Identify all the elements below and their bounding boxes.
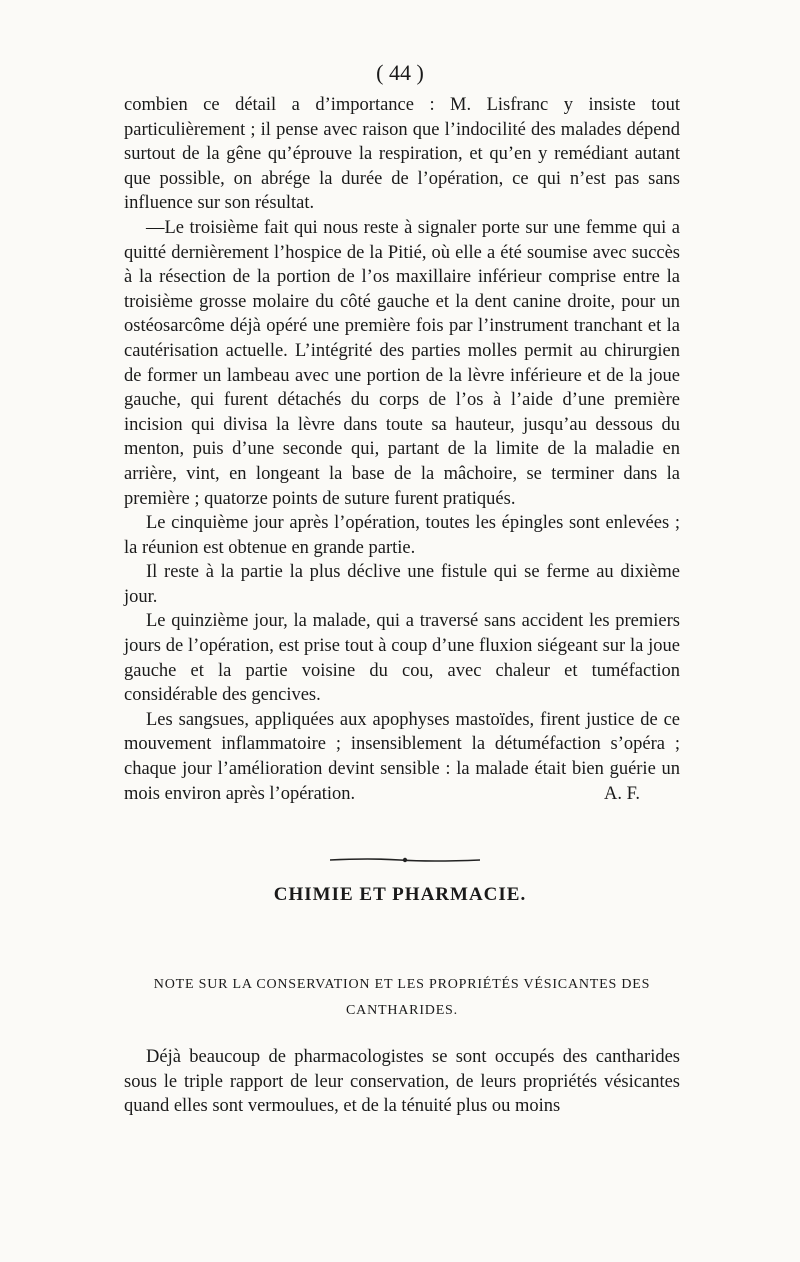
- note-title: NOTE SUR LA CONSERVATION ET LES PROPRIÉTÉS VÉSICANTES DES CANTHARIDES.: [153, 977, 651, 1018]
- paragraph: Le quinzième jour, la malade, qui a traversé sans accident les premiers jours de l’opération, est prise tout à coup d’une fluxion siégeant sur la joue gauche et la partie voisine du cou, avec chaleur et tuméfaction considérable des gencives.: [124, 611, 680, 706]
- section-title: CHIMIE ET PHARMACIE.: [273, 884, 527, 905]
- paragraph-with-signature: [124, 708, 680, 806]
- paragraph: —Le troisième fait qui nous reste à signaler porte sur une femme qui a quitté dernièrement l’hospice de la Pitié, où elle a été soumise avec succès à la résection de la portion de l’os maxillaire inférieur comprise entre la troisième grosse molaire du côté gauche et la dent canine droite, pour un ostéosarcôme déjà opéré une première fois par l’instrument tranchant et la cautérisation actuelle. L’intégrité des parties molles permit au chirurgien de former un lambeau avec une portion de la lèvre inférieure et de la joue gauche, qui furent détachés du corps de l’os à l’aide d’une première incision qui divisa la lèvre dans toute sa hauteur, jusqu’au dessous du menton, puis d’une seconde qui, partant de la limite de la maladie en arrière, vint, en longeant la base de la mâchoire, se terminer dans la première ; quatorze points de suture furent pratiqués.: [124, 217, 680, 509]
- page-number: ( 44 ): [376, 60, 424, 85]
- paragraph: Il reste à la partie la plus déclive une fistule qui se ferme au dixième jour.: [124, 562, 680, 607]
- paragraph-text: Les sangsues, appliquées aux apophyses mastoïdes, firent justice de ce mouvement inflammatoire ; insensiblement la détuméfaction s’opéra ; chaque jour l’amélioration devint sensible : la malade était bien guérie un mois environ après l’opération.: [124, 709, 680, 804]
- paragraph: Le cinquième jour après l’opération, toutes les épingles sont enlevées ; la réunion est obtenue en grande partie.: [124, 513, 680, 558]
- ornamental-rule: [330, 855, 480, 865]
- paragraph: combien ce détail a d’importance : M. Lisfranc y insiste tout particulièrement ; il pense avec raison que l’indocilité des malades dépend surtout de la gêne qu’éprouve la respiration, et qu’en y remédiant autant que possible, on abrége la durée de l’opération, ce qui n’est pas sans influence sur son résultat.: [124, 95, 680, 214]
- note-body: [124, 1045, 680, 1119]
- article-body: [124, 93, 680, 806]
- paragraph: Déjà beaucoup de pharmacologistes se sont occupés des cantharides sous le triple rapport de leur conservation, de leurs propriétés vésicantes quand elles sont vermoulues, et de la ténuité plus ou moins: [124, 1047, 680, 1117]
- signature: A. F.: [603, 783, 640, 804]
